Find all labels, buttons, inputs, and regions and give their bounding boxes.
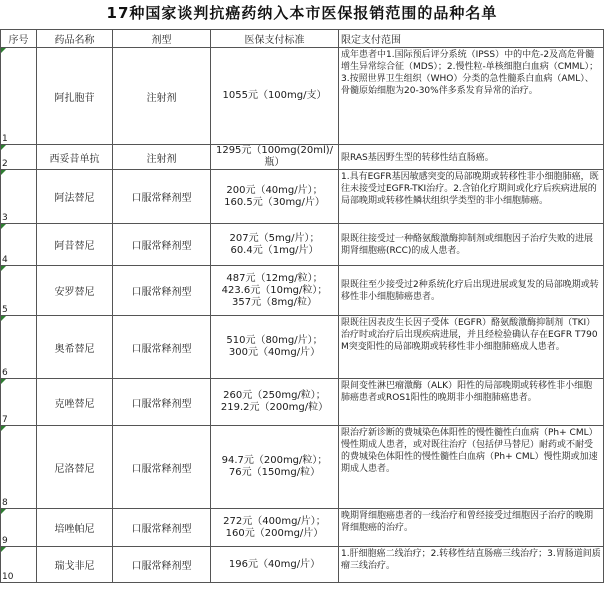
payment-standard — [211, 145, 339, 170]
payment-scope: 限间变性淋巴瘤激酶（ALK）阳性的局部晚期或转移性非小细胞肺癌患者或ROS1阳性的晚期非小细胞肺癌患者。 — [339, 379, 604, 426]
payment-standard — [211, 266, 339, 316]
payment-scope: 晚期肾细胞癌患者的一线治疗和曾经接受过细胞因子治疗的晚期肾细胞癌的治疗。 — [339, 509, 604, 547]
header-scope: 限定支付范围 — [339, 30, 604, 48]
drug-name: 阿法替尼 — [37, 170, 113, 224]
price-line: 1295元（100mg(20ml)/瓶） — [215, 145, 334, 168]
price-line: 160元（200mg/片） — [225, 527, 324, 539]
row-index: 5 — [1, 266, 37, 316]
price-line: 200元（40mg/片）； — [226, 184, 323, 196]
table-row — [1, 316, 604, 379]
payment-scope: 限既往因表皮生长因子受体（EGFR）酪氨酸激酶抑制剂（TKI）治疗时或治疗后出现疾病进展，并且经检验确认存在EGFR T790M突变阳性的局部晚期或转移性非小细胞肺癌成人患者。 — [339, 316, 604, 379]
dosage-form: 口服常释剂型 — [113, 170, 211, 224]
dosage-form: 口服常释剂型 — [113, 266, 211, 316]
payment-standard — [211, 48, 339, 145]
payment-standard — [211, 509, 339, 547]
payment-standard — [211, 426, 339, 509]
table-row — [1, 509, 604, 547]
table-row — [1, 48, 604, 145]
drug-name: 瑞戈非尼 — [37, 547, 113, 583]
dosage-form: 注射剂 — [113, 48, 211, 145]
price-line: 94.7元（200mg/粒）； — [221, 455, 328, 466]
table-row — [1, 224, 604, 266]
price-line: 76元（150mg/粒） — [228, 467, 321, 478]
price-line: 487元（12mg/粒）； — [226, 272, 323, 284]
payment-scope: 限RAS基因野生型的转移性结直肠癌。 — [339, 145, 604, 170]
payment-scope: 限既往至少接受过2种系统化疗后出现进展或复发的局部晚期或转移性非小细胞肺癌患者。 — [339, 266, 604, 316]
dosage-form: 口服常释剂型 — [113, 547, 211, 583]
table-row — [1, 145, 604, 170]
row-index: 1 — [1, 48, 37, 145]
payment-scope: 限治疗新诊断的费城染色体阳性的慢性髓性白血病（Ph+ CML）慢性期成人患者，或对既往治疗（包括伊马替尼）耐药或不耐受的费城染色体阳性的慢性髓性白血病（Ph+ CML）慢性期或加速期成人患者。 — [339, 426, 604, 509]
payment-standard — [211, 170, 339, 224]
price-line: 160.5元（30mg/片） — [224, 196, 325, 208]
payment-scope: 1.具有EGFR基因敏感突变的局部晚期或转移性非小细胞肺癌，既往未接受过EGFR-TKI治疗。2.含铂化疗期间或化疗后疾病进展的局部晚期或转移性鳞状组织学类型的非小细胞肺癌。 — [339, 170, 604, 224]
drug-name: 尼洛替尼 — [37, 426, 113, 509]
header-form: 剂型 — [113, 30, 211, 48]
drug-name: 安罗替尼 — [37, 266, 113, 316]
dosage-form: 口服常释剂型 — [113, 224, 211, 266]
payment-scope: 成年患者中1.国际预后评分系统（IPSS）中的中危-2及高危骨髓增生异常综合征（MDS）；2.慢性粒-单核细胞白血病（CMML）；3.按照世界卫生组织（WHO）分类的急性髓系白血病（AML）、骨髓原始细胞为20-30%伴多系发育异常的治疗。 — [339, 48, 604, 145]
dosage-form: 口服常释剂型 — [113, 379, 211, 426]
price-line: 219.2元（200mg/粒） — [220, 402, 329, 413]
payment-standard — [211, 316, 339, 379]
row-index: 9 — [1, 509, 37, 547]
page-title: 17种国家谈判抗癌药纳入本市医保报销范围的品种名单 — [106, 4, 498, 22]
price-line: 357元（8mg/粒） — [232, 296, 317, 308]
row-index: 8 — [1, 426, 37, 509]
table-row — [1, 170, 604, 224]
drug-name: 阿扎胞苷 — [37, 48, 113, 145]
payment-scope: 1.肝细胞癌二线治疗；2.转移性结直肠癌三线治疗；3.胃肠道间质瘤三线治疗。 — [339, 547, 604, 583]
dosage-form: 注射剂 — [113, 145, 211, 170]
price-line: 196元（40mg/片） — [228, 558, 321, 570]
header-index: 序号 — [1, 30, 37, 48]
price-line: 272元（400mg/片）； — [223, 515, 326, 527]
price-line: 423.6元（10mg/粒）； — [221, 284, 328, 296]
row-index: 4 — [1, 224, 37, 266]
row-index: 10 — [1, 547, 37, 583]
drug-table — [0, 29, 604, 583]
row-index: 2 — [1, 145, 37, 170]
price-line: 207元（5mg/片）； — [229, 232, 320, 244]
header-name: 药品名称 — [37, 30, 113, 48]
header-price: 医保支付标准 — [211, 30, 339, 48]
drug-name: 奥希替尼 — [37, 316, 113, 379]
payment-standard — [211, 547, 339, 583]
dosage-form: 口服常释剂型 — [113, 426, 211, 509]
dosage-form: 口服常释剂型 — [113, 509, 211, 547]
price-line: 300元（40mg/片） — [228, 347, 321, 358]
drug-name: 克唑替尼 — [37, 379, 113, 426]
row-index: 6 — [1, 316, 37, 379]
table-row — [1, 426, 604, 509]
payment-scope: 限既往接受过一种酪氨酸激酶抑制剂或细胞因子治疗失败的进展期肾细胞癌(RCC)的成人患者。 — [339, 224, 604, 266]
payment-standard — [211, 224, 339, 266]
row-index: 3 — [1, 170, 37, 224]
table-row — [1, 547, 604, 583]
price-line: 510元（80mg/片）； — [226, 335, 323, 346]
price-line: 60.4元（1mg/片） — [230, 244, 319, 256]
table-header-row — [1, 30, 604, 48]
row-index: 7 — [1, 379, 37, 426]
price-line: 1055元（100mg/支） — [222, 90, 327, 101]
payment-standard — [211, 379, 339, 426]
drug-name: 阿昔替尼 — [37, 224, 113, 266]
table-row — [1, 266, 604, 316]
table-row — [1, 379, 604, 426]
drug-name: 西妥昔单抗 — [37, 145, 113, 170]
price-line: 260元（250mg/粒）； — [223, 390, 326, 401]
drug-name: 培唑帕尼 — [37, 509, 113, 547]
dosage-form: 口服常释剂型 — [113, 316, 211, 379]
